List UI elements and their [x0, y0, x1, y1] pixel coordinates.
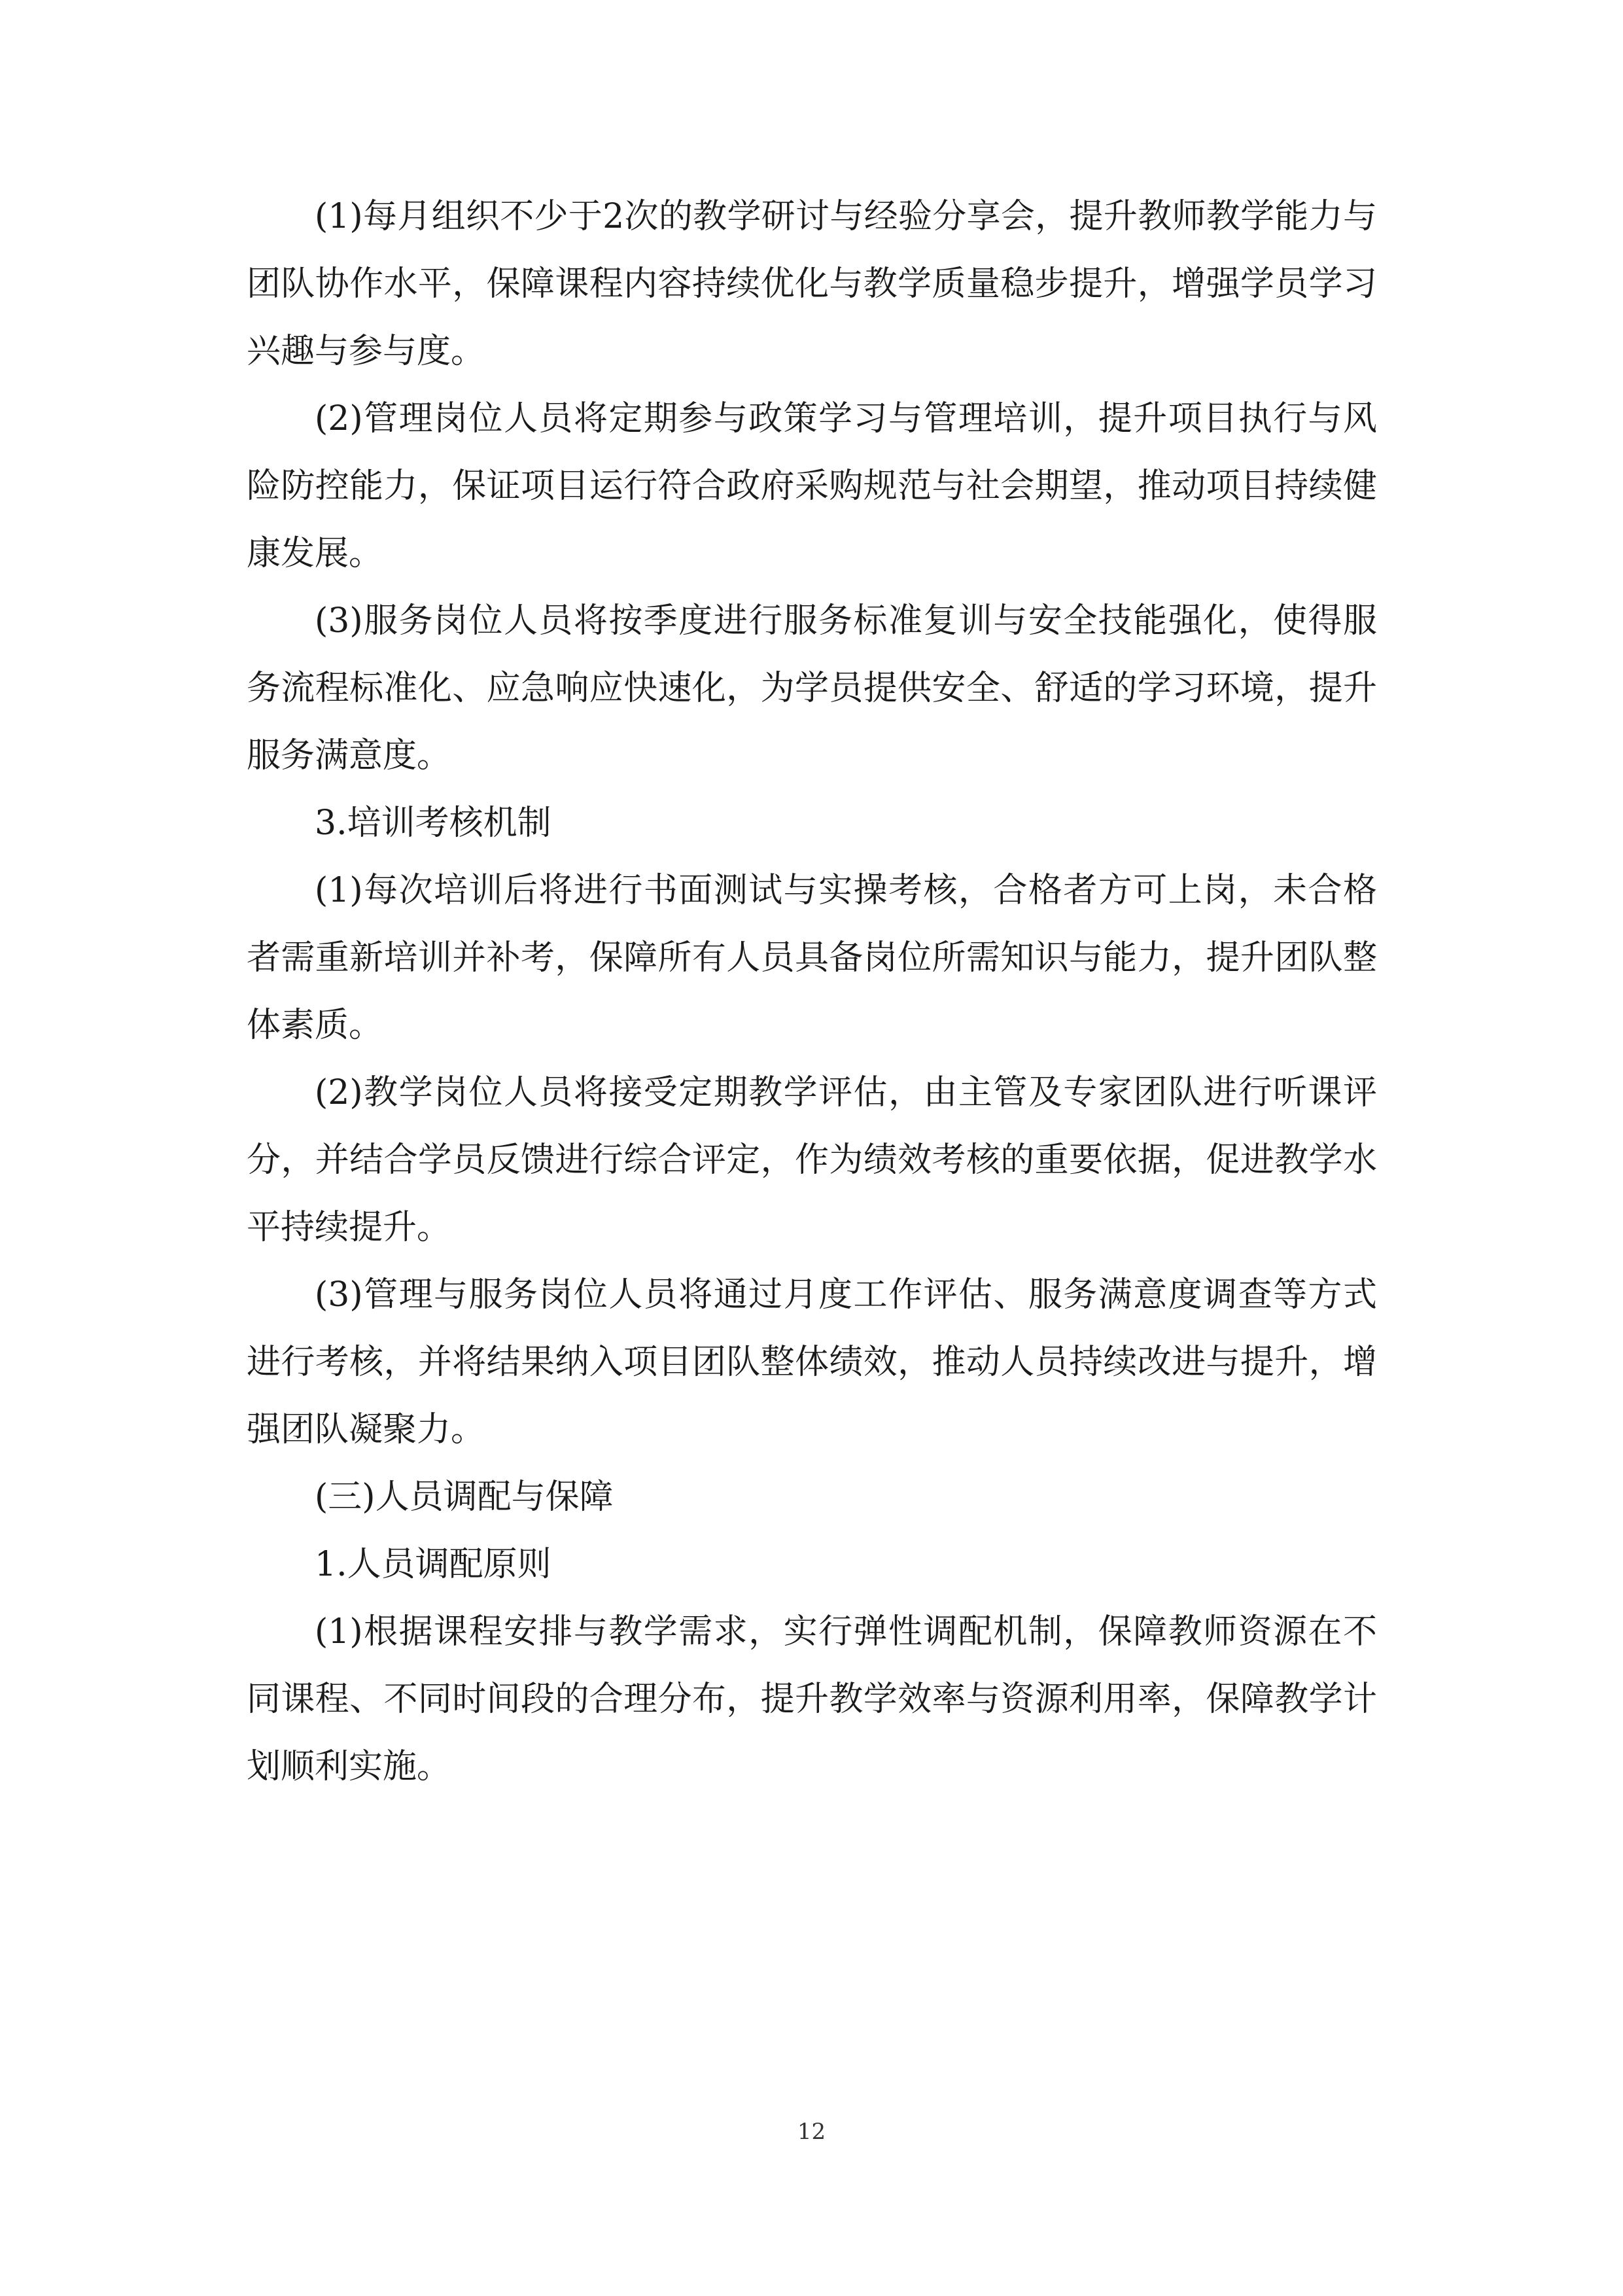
paragraph-teaching-seminar: (1)每月组织不少于2次的教学研讨与经验分享会，提升教师教学能力与团队协作水平，保障课程内容持续优化与教学质量稳步提升，增强学员学习兴趣与参与度。 [247, 197, 1377, 371]
page-number: 12 [797, 2119, 826, 2145]
paragraph-management-training: (2)管理岗位人员将定期参与政策学习与管理培训，提升项目执行与风险防控能力，保证项目运行符合政府采购规范与社会期望，推动项目持续健康发展。 [247, 399, 1377, 573]
paragraph-service-training: (3)服务岗位人员将按季度进行服务标准复训与安全技能强化，使得服务流程标准化、应急响应快速化，为学员提供安全、舒适的学习环境，提升服务满意度。 [247, 601, 1377, 775]
heading-allocation-principles: 1.人员调配原则 [315, 1545, 551, 1584]
paragraph-teaching-evaluation: (2)教学岗位人员将接受定期教学评估，由主管及专家团队进行听课评分，并结合学员反馈进行综合评定，作为绩效考核的重要依据，促进教学水平持续提升。 [247, 1073, 1377, 1247]
paragraph-written-practical-test: (1)每次培训后将进行书面测试与实操考核，合格者方可上岗，未合格者需重新培训并补考，保障所有人员具备岗位所需知识与能力，提升团队整体素质。 [247, 871, 1377, 1045]
heading-staff-allocation: (三)人员调配与保障 [315, 1477, 614, 1517]
paragraph-flexible-allocation: (1)根据课程安排与教学需求，实行弹性调配机制，保障教师资源在不同课程、不同时间段的合理分布，提升教学效率与资源利用率，保障教学计划顺利实施。 [247, 1612, 1377, 1786]
paragraph-monthly-assessment: (3)管理与服务岗位人员将通过月度工作评估、服务满意度调查等方式进行考核，并将结果纳入项目团队整体绩效，推动人员持续改进与提升，增强团队凝聚力。 [247, 1275, 1377, 1449]
document-body [247, 183, 1377, 1801]
heading-training-assessment: 3.培训考核机制 [315, 804, 551, 843]
